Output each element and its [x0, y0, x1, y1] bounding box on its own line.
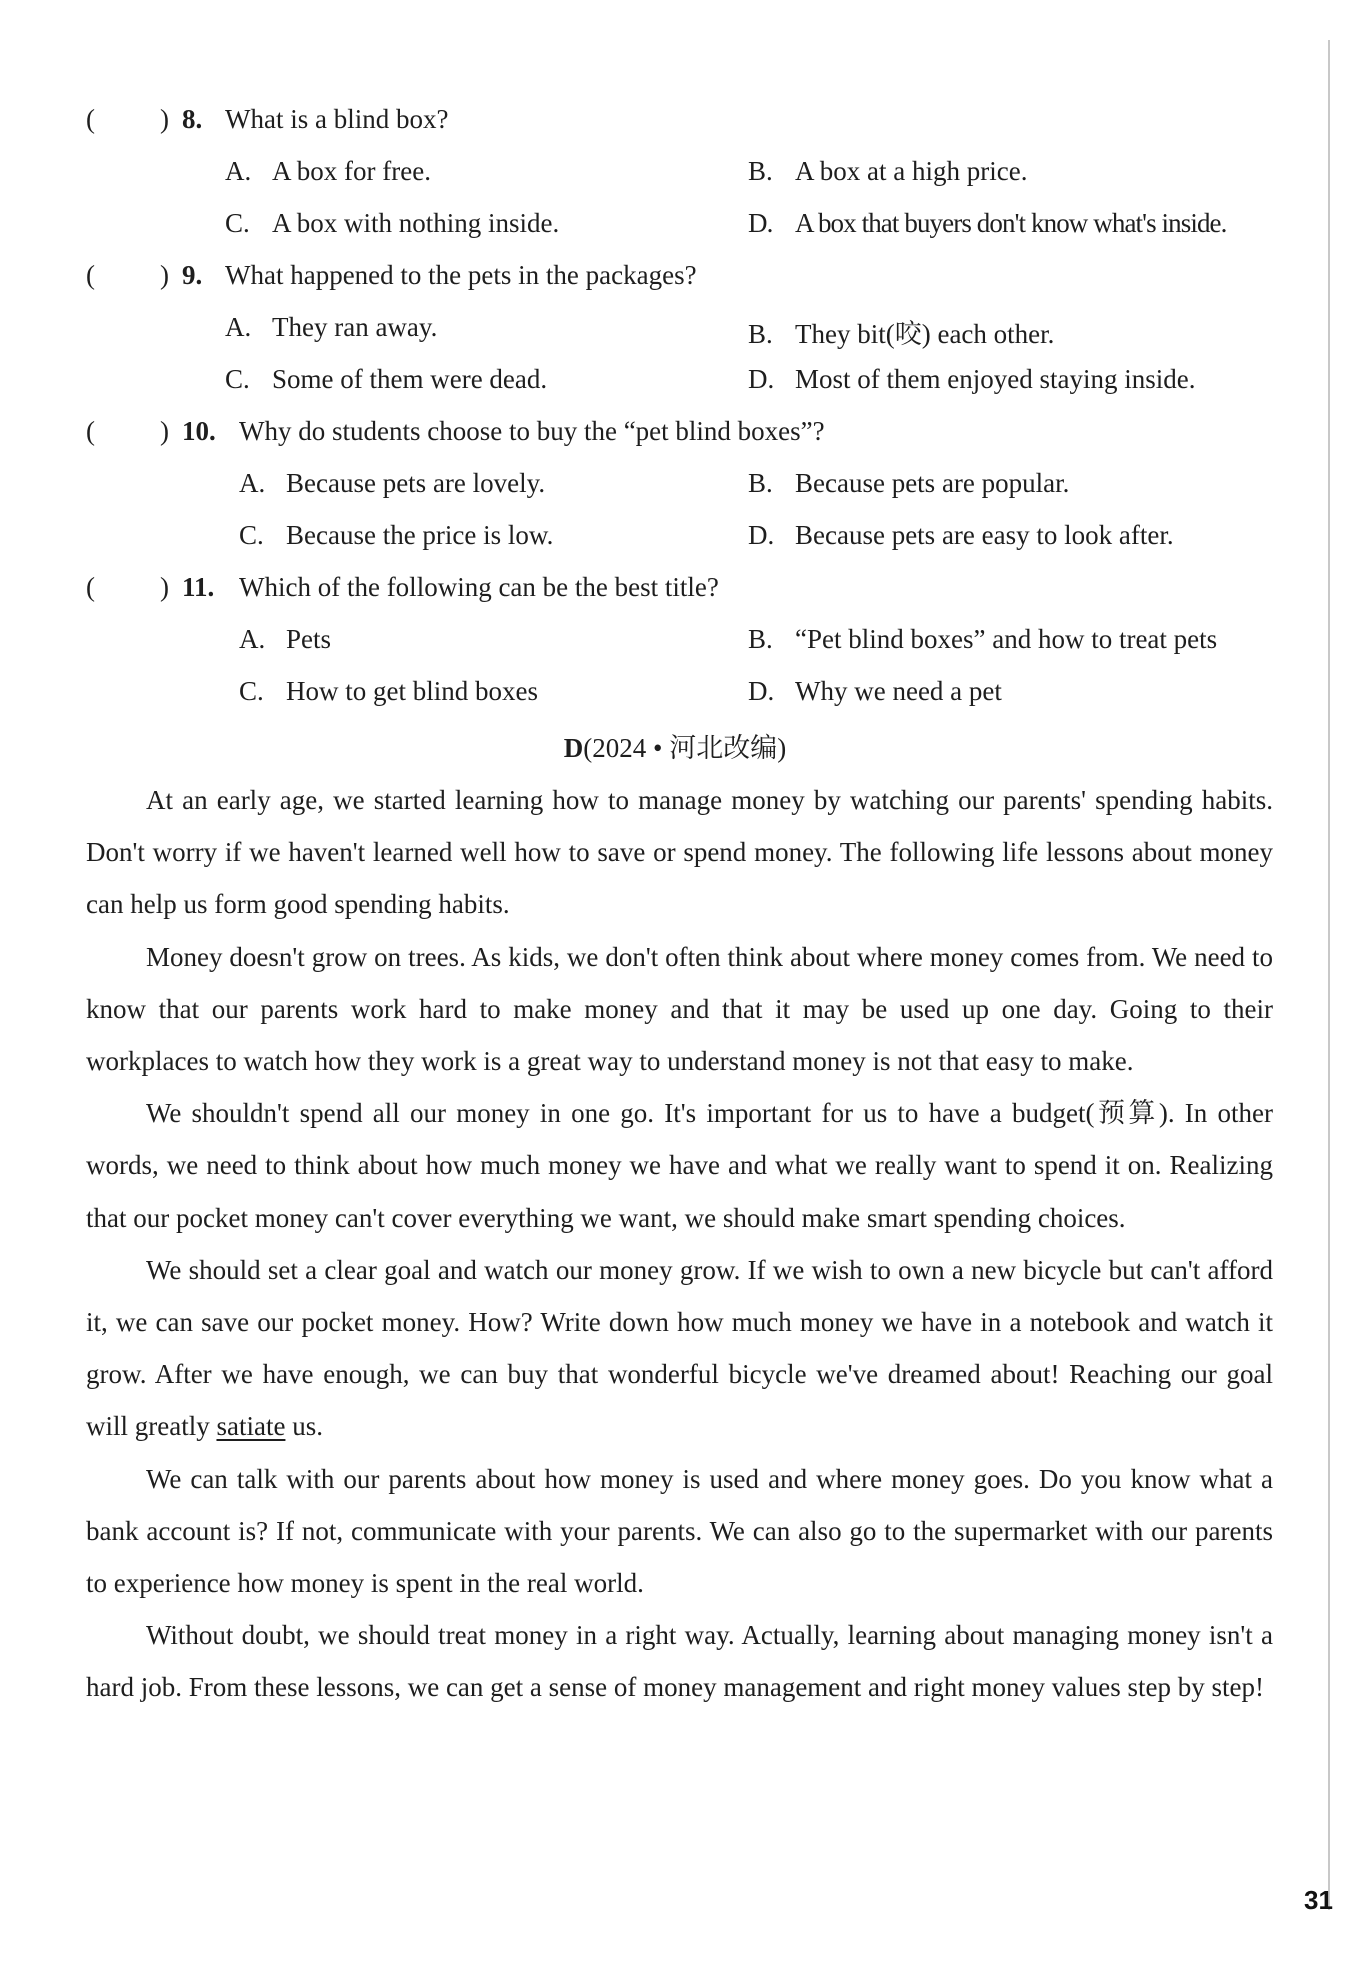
- reading-passage: [86, 774, 1273, 1714]
- option-d[interactable]: [748, 520, 1174, 551]
- option-text: Because pets are lovely.: [286, 468, 546, 498]
- option-letter: C.: [239, 676, 264, 706]
- paragraph-3: We shouldn't spend all our money in one go. It's important for us to have a budget(预算). In other words, we need to think about how much money we have and what we really want to spend it on. Realizing that our pocket money can't cover everything we want, we should make smart spending choices.: [86, 1098, 1273, 1233]
- paragraph-6: Without doubt, we should treat money in a right way. Actually, learning about managing money isn't a hard job. From these lessons, we can get a sense of money management and right money values step by step!: [86, 1620, 1273, 1703]
- option-text: Some of them were dead.: [272, 364, 548, 394]
- option-text: Because pets are popular.: [795, 468, 1070, 498]
- paragraph-5: We can talk with our parents about how money is used and where money goes. Do you know what a bank account is? If not, communicate with your parents. We can also go to the supermarket with our parents to experience how money is spent in the real world.: [86, 1463, 1273, 1599]
- paragraph-4-text: We should set a clear goal and watch our money grow. If we wish to own a new bicycle but can't afford it, we can save our pocket money. How? Write down how much money we have in a notebook and watch it grow. After we have enough, we can buy that wonderful bicycle we've dreamed about! Reaching our goal will greatly: [86, 1254, 1273, 1442]
- option-a[interactable]: [239, 624, 331, 655]
- question-number: 11.: [182, 572, 215, 602]
- answer-bracket-open[interactable]: (: [86, 572, 95, 602]
- option-text: A box that buyers don't know what's inside.: [795, 208, 1227, 238]
- option-text: Why we need a pet: [795, 676, 1002, 706]
- option-letter: A.: [239, 468, 266, 498]
- question-stem: What happened to the pets in the packages?: [225, 260, 697, 290]
- option-text: How to get blind boxes: [286, 676, 538, 706]
- option-a[interactable]: [225, 156, 431, 187]
- underlined-word: satiate: [216, 1411, 286, 1442]
- question-stem: Which of the following can be the best title?: [239, 572, 719, 602]
- option-letter: C.: [239, 520, 264, 550]
- option-b[interactable]: [748, 312, 1054, 351]
- paragraph-1: At an early age, we started learning how to manage money by watching our parents' spending habits. Don't worry if we haven't learned well how to save or spend money. The following life lessons about money can help us form good spending habits.: [86, 785, 1273, 920]
- option-letter: D.: [748, 208, 773, 238]
- option-letter: C.: [225, 208, 250, 238]
- answer-bracket-close: ): [160, 104, 169, 134]
- option-b[interactable]: [748, 156, 1027, 187]
- option-c[interactable]: [239, 676, 538, 707]
- option-text: Because pets are easy to look after.: [795, 520, 1174, 550]
- question-number: 9.: [182, 260, 203, 290]
- option-letter: A.: [225, 156, 252, 186]
- section-source: (2024 • 河北改编): [583, 733, 787, 763]
- option-b[interactable]: [748, 468, 1069, 499]
- question-number: 10.: [182, 416, 216, 446]
- option-c[interactable]: [225, 364, 547, 395]
- answer-bracket-open[interactable]: (: [86, 416, 95, 446]
- option-text: “Pet blind boxes” and how to treat pets: [795, 624, 1218, 654]
- option-letter: B.: [748, 624, 773, 654]
- option-letter: C.: [225, 364, 250, 394]
- option-text: A box at a high price.: [795, 156, 1028, 186]
- option-a[interactable]: [239, 468, 545, 499]
- section-letter: D: [563, 733, 584, 763]
- option-text: They bit(咬) each other.: [795, 319, 1055, 349]
- answer-bracket-close: ): [160, 572, 169, 602]
- option-letter: B.: [748, 468, 773, 498]
- option-letter: D.: [748, 520, 775, 550]
- paragraph-4: [86, 1244, 1273, 1453]
- option-text: A box for free.: [272, 156, 431, 186]
- option-d[interactable]: [748, 208, 1227, 239]
- option-text: They ran away.: [272, 312, 438, 342]
- section-title: [0, 726, 1350, 765]
- option-c[interactable]: [239, 520, 553, 551]
- option-letter: A.: [239, 624, 266, 654]
- option-text: Pets: [286, 624, 332, 654]
- option-letter: D.: [748, 364, 775, 394]
- question-number: 8.: [182, 104, 203, 134]
- option-text: A box with nothing inside.: [272, 208, 560, 238]
- answer-bracket-open[interactable]: (: [86, 104, 95, 134]
- margin-rule: [1328, 40, 1330, 1910]
- option-text: Most of them enjoyed staying inside.: [795, 364, 1196, 394]
- paragraph-2: Money doesn't grow on trees. As kids, we don't often think about where money comes from. We need to know that our parents work hard to make money and that it may be used up one day. Going to their workplaces to watch how they work is a great way to understand money is not that easy to make.: [86, 941, 1273, 1077]
- option-d[interactable]: [748, 364, 1195, 395]
- option-a[interactable]: [225, 312, 437, 343]
- page-number: 31: [1304, 1885, 1333, 1915]
- question-stem: What is a blind box?: [225, 104, 449, 134]
- answer-bracket-close: ): [160, 416, 169, 446]
- option-letter: B.: [748, 319, 773, 349]
- option-letter: A.: [225, 312, 252, 342]
- paragraph-4-end: us.: [285, 1411, 323, 1442]
- option-text: Because the price is low.: [286, 520, 554, 550]
- answer-bracket-open[interactable]: (: [86, 260, 95, 290]
- option-letter: B.: [748, 156, 773, 186]
- answer-bracket-close: ): [160, 260, 169, 290]
- option-letter: D.: [748, 676, 775, 706]
- option-d[interactable]: [748, 676, 1002, 707]
- option-c[interactable]: [225, 208, 559, 239]
- option-b[interactable]: [748, 624, 1217, 655]
- question-stem: Why do students choose to buy the “pet blind boxes”?: [239, 416, 825, 446]
